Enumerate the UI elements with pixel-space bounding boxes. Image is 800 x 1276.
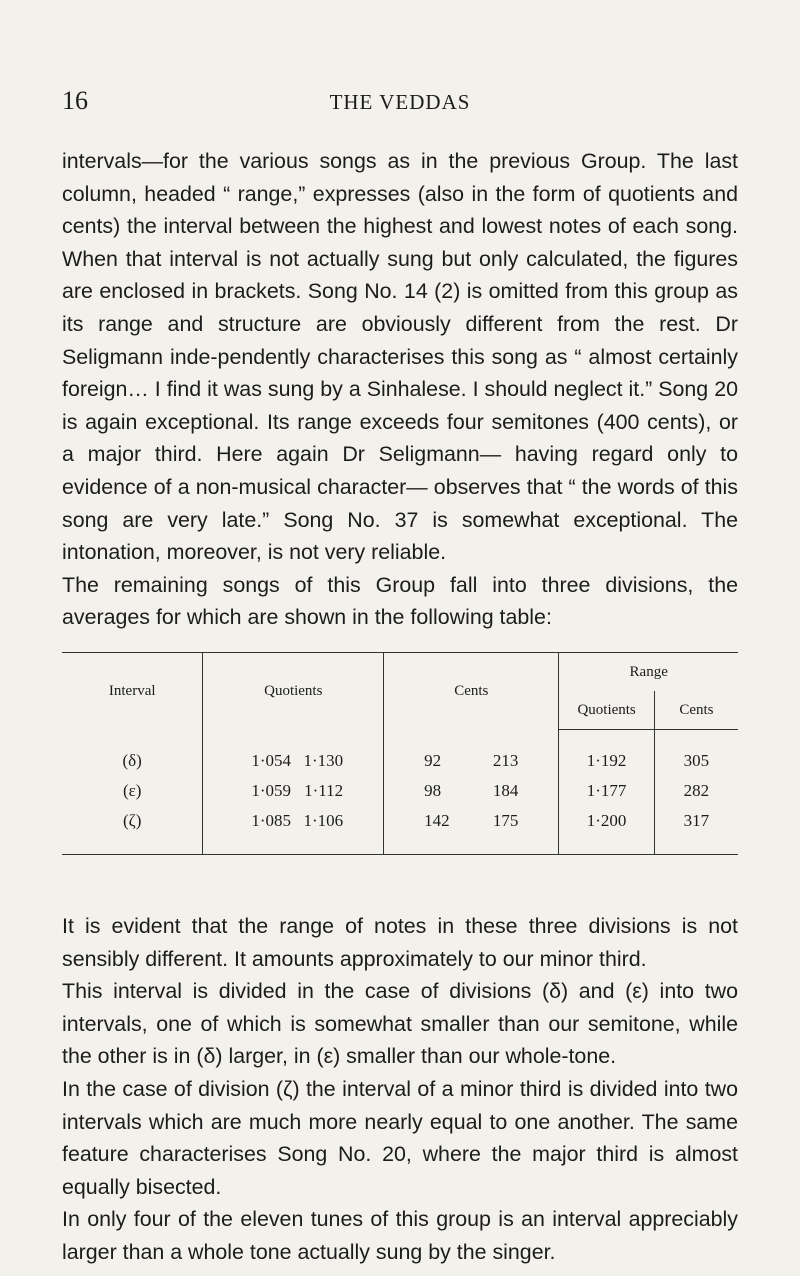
cell-quotient-a: 1·085 (251, 811, 292, 830)
cell-interval: (ε) (122, 781, 142, 800)
cell-range-quotients: 1·192 (559, 730, 654, 777)
averages-table (62, 652, 738, 855)
paragraph: intervals—for the various songs as in the previous Group. The last column, headed “ range,” expresses (also in the form of quotients and cents) the interval between the highest and lowest notes of each song. When that interval is not actually sung but only calculated, the figures are enclosed in brackets. Song No. 14 (2) is omitted from this group as its range and structure are obviously different from the rest. Dr Seligmann inde-pendently characterises this song as “ almost certainly foreign… I find it was sung by a Sinhalese. I should neglect it.” Song 20 is again exceptional. Its range exceeds four semitones (400 cents), or a major third. Here again Dr Seligmann— having regard only to evidence of a non-musical character— observes that “ the words of this song are very late.” Song No. 37 is somewhat exceptional. The intonation, moreover, is not very reliable. (62, 149, 738, 565)
cell-cent-b: 213 (492, 750, 519, 770)
cell-cent-a: 92 (424, 750, 442, 770)
header-cents: Cents (384, 653, 559, 730)
table-row (62, 806, 738, 855)
cell-quotient-a: 1·054 (251, 750, 292, 770)
body-text-bottom (62, 910, 738, 1269)
body-text-top (62, 145, 738, 634)
cell-interval: (ζ) (123, 811, 142, 830)
cell-quotient-b: 1·106 (303, 811, 344, 830)
page-number: 16 (62, 86, 88, 115)
paragraph: In the case of division (ζ) the interval of a minor third is divided into two intervals which are much more nearly equal to one another. The same feature characterises Song No. 20, where the major third is almost equally bisected. (62, 1076, 738, 1199)
cell-range-cents: 282 (654, 776, 738, 806)
cell-quotient-b: 1·112 (304, 781, 344, 800)
cell-cents (384, 730, 559, 777)
cell-range-quotients: 1·200 (559, 806, 654, 855)
header-range-quotients: Quotients (559, 691, 654, 730)
cell-quotients (203, 806, 384, 855)
header-range-cents: Cents (654, 691, 738, 730)
header-interval: Interval (108, 682, 156, 699)
cell-cent-b: 175 (492, 811, 519, 830)
cell-quotients (203, 730, 384, 777)
cell-quotient-b: 1·130 (303, 750, 344, 770)
header-range: Range (559, 653, 738, 692)
running-title: THE VEDDAS (329, 90, 471, 114)
cell-quotient-a: 1·059 (251, 781, 292, 800)
paragraph: In only four of the eleven tunes of this group is an interval appreciably larger than a whole tone actually sung by the singer. (62, 1207, 738, 1264)
cell-range-quotients: 1·177 (559, 776, 654, 806)
cell-cent-a: 98 (424, 781, 442, 800)
cell-range-cents: 317 (654, 806, 738, 855)
cell-interval: (δ) (122, 750, 142, 770)
table-row (62, 776, 738, 806)
paragraph: This interval is divided in the case of divisions (δ) and (ε) into two intervals, one of which is somewhat smaller than our semitone, while the other is in (δ) larger, in (ε) smaller than our whole-tone. (62, 979, 738, 1069)
cell-cent-a: 142 (424, 811, 450, 830)
cell-cent-b: 184 (492, 781, 519, 800)
paragraph: The remaining songs of this Group fall into three divisions, the averages for which are shown in the following table: (62, 572, 738, 630)
paragraph: It is evident that the range of notes in these three divisions is not sensibly different. It amounts approximately to our minor third. (62, 914, 738, 971)
running-head (62, 86, 738, 116)
table-row (62, 730, 738, 777)
cell-cents (384, 776, 559, 806)
cell-cents (384, 806, 559, 855)
cell-quotients (203, 776, 384, 806)
header-quotients: Quotients (203, 653, 384, 730)
cell-range-cents: 305 (654, 730, 738, 777)
